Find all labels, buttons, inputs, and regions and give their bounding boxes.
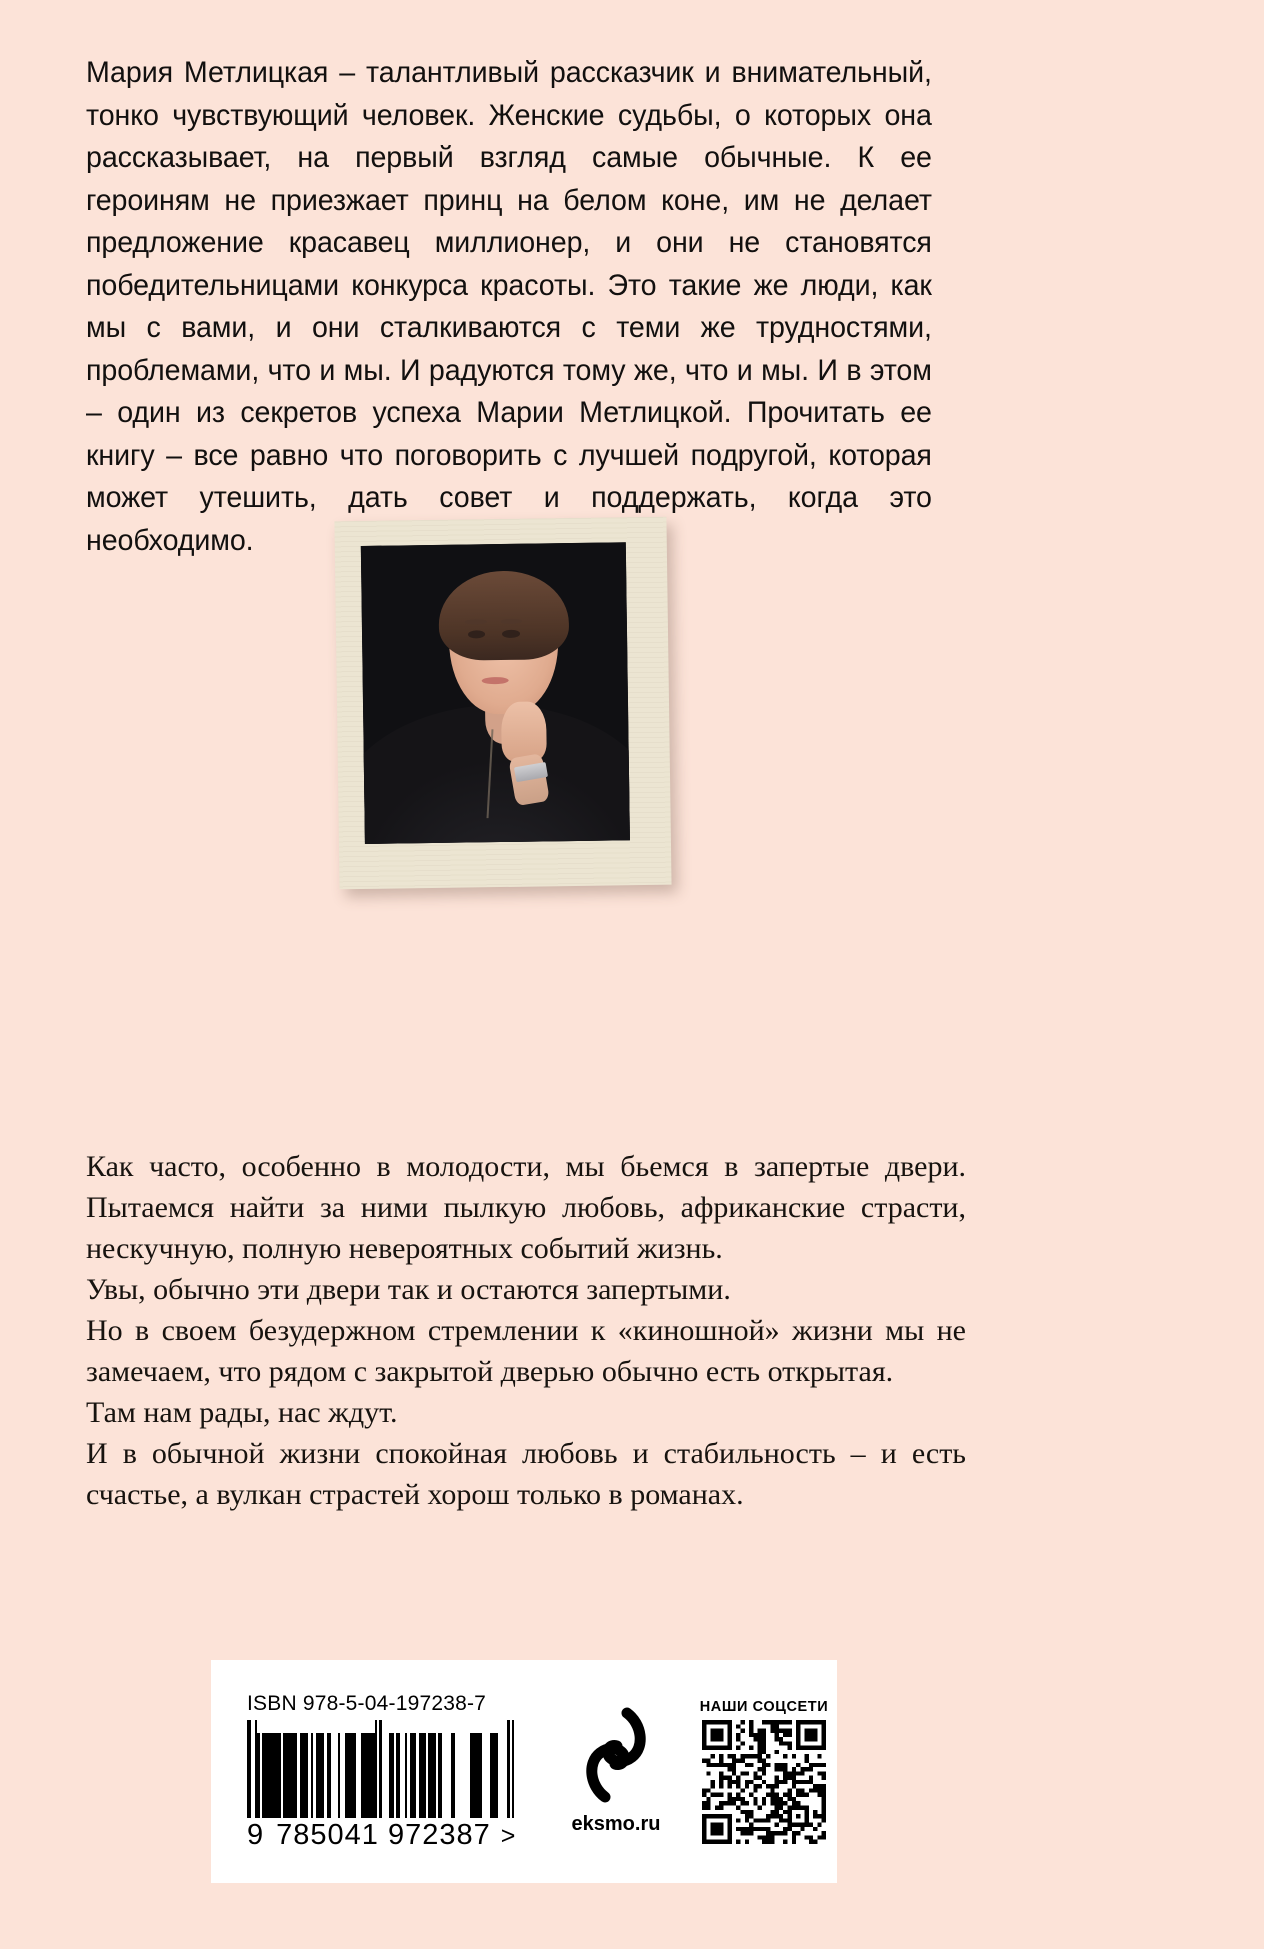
- excerpt-line-3: Но в своем безудержном стремлении к «киношной» жизни мы не замечаем, что рядом с закрытой дверью обычно есть открытая.: [86, 1314, 966, 1388]
- social-networks-qr-code[interactable]: [702, 1720, 826, 1844]
- barcode-group: [211, 1692, 541, 1852]
- barcode-digits: [247, 1819, 541, 1852]
- publisher-logo-group: [541, 1707, 691, 1836]
- barcode-trailing-symbol: >: [500, 1821, 517, 1850]
- excerpt-line-4: Там нам рады, нас ждут.: [86, 1396, 398, 1429]
- portrait-brow-left: [465, 620, 486, 625]
- portrait-hair: [438, 570, 569, 661]
- excerpt-line-1: Как часто, особенно в молодости, мы бьемся в запертые двери. Пытаемся найти за ними пылкую любовь, африканские страсти, нескучную, полную невероятных событий жизнь.: [86, 1150, 966, 1265]
- isbn-barcode-panel: [211, 1660, 837, 1883]
- ean13-barcode: [247, 1720, 541, 1818]
- eksmo-swirl-icon: [579, 1707, 653, 1803]
- portrait-mouth: [482, 677, 509, 685]
- isbn-label: ISBN 978-5-04-197238-7: [247, 1691, 487, 1715]
- barcode-left-group: 785041: [276, 1818, 379, 1851]
- author-photo: [337, 519, 687, 901]
- barcode-right-group: 972387: [387, 1818, 491, 1851]
- photo-paper-frame: [334, 517, 671, 890]
- portrait-illustration: [361, 542, 630, 844]
- portrait-hand: [501, 701, 547, 761]
- author-portrait-image: [361, 542, 630, 844]
- publisher-blurb: [86, 52, 932, 562]
- publisher-url: eksmo.ru: [571, 1813, 661, 1835]
- qr-group: [691, 1699, 837, 1844]
- book-excerpt: [86, 1146, 966, 1515]
- qr-title-label: НАШИ СОЦСЕТИ: [699, 1699, 829, 1715]
- barcode-lead-digit: 9: [247, 1818, 265, 1851]
- excerpt-line-2: Увы, обычно эти двери так и остаются запертыми.: [86, 1273, 731, 1306]
- excerpt-line-5: И в обычной жизни спокойная любовь и стабильность – и есть счастье, а вулкан страстей хорош только в романах.: [86, 1437, 966, 1511]
- blurb-text: Мария Метлицкая – талантливый рассказчик и внимательный, тонко чувствующий человек. Женские судьбы, о которых она рассказывает, на первый взгляд самые обычные. К ее героиням не приезжает принц на белом коне, им не делает предложение красавец миллионер, и они не становятся победительницами конкурса красоты. Это такие же люди, как мы с вами, и они сталкиваются с теми же трудностями, проблемами, что и мы. И радуются тому же, что и мы. И в этом – один из секретов успеха Марии Метлицкой. Прочитать ее книгу – все равно что поговорить с лучшей подругой, которая может утешить, дать совет и поддержать, когда это необходимо.: [86, 56, 932, 557]
